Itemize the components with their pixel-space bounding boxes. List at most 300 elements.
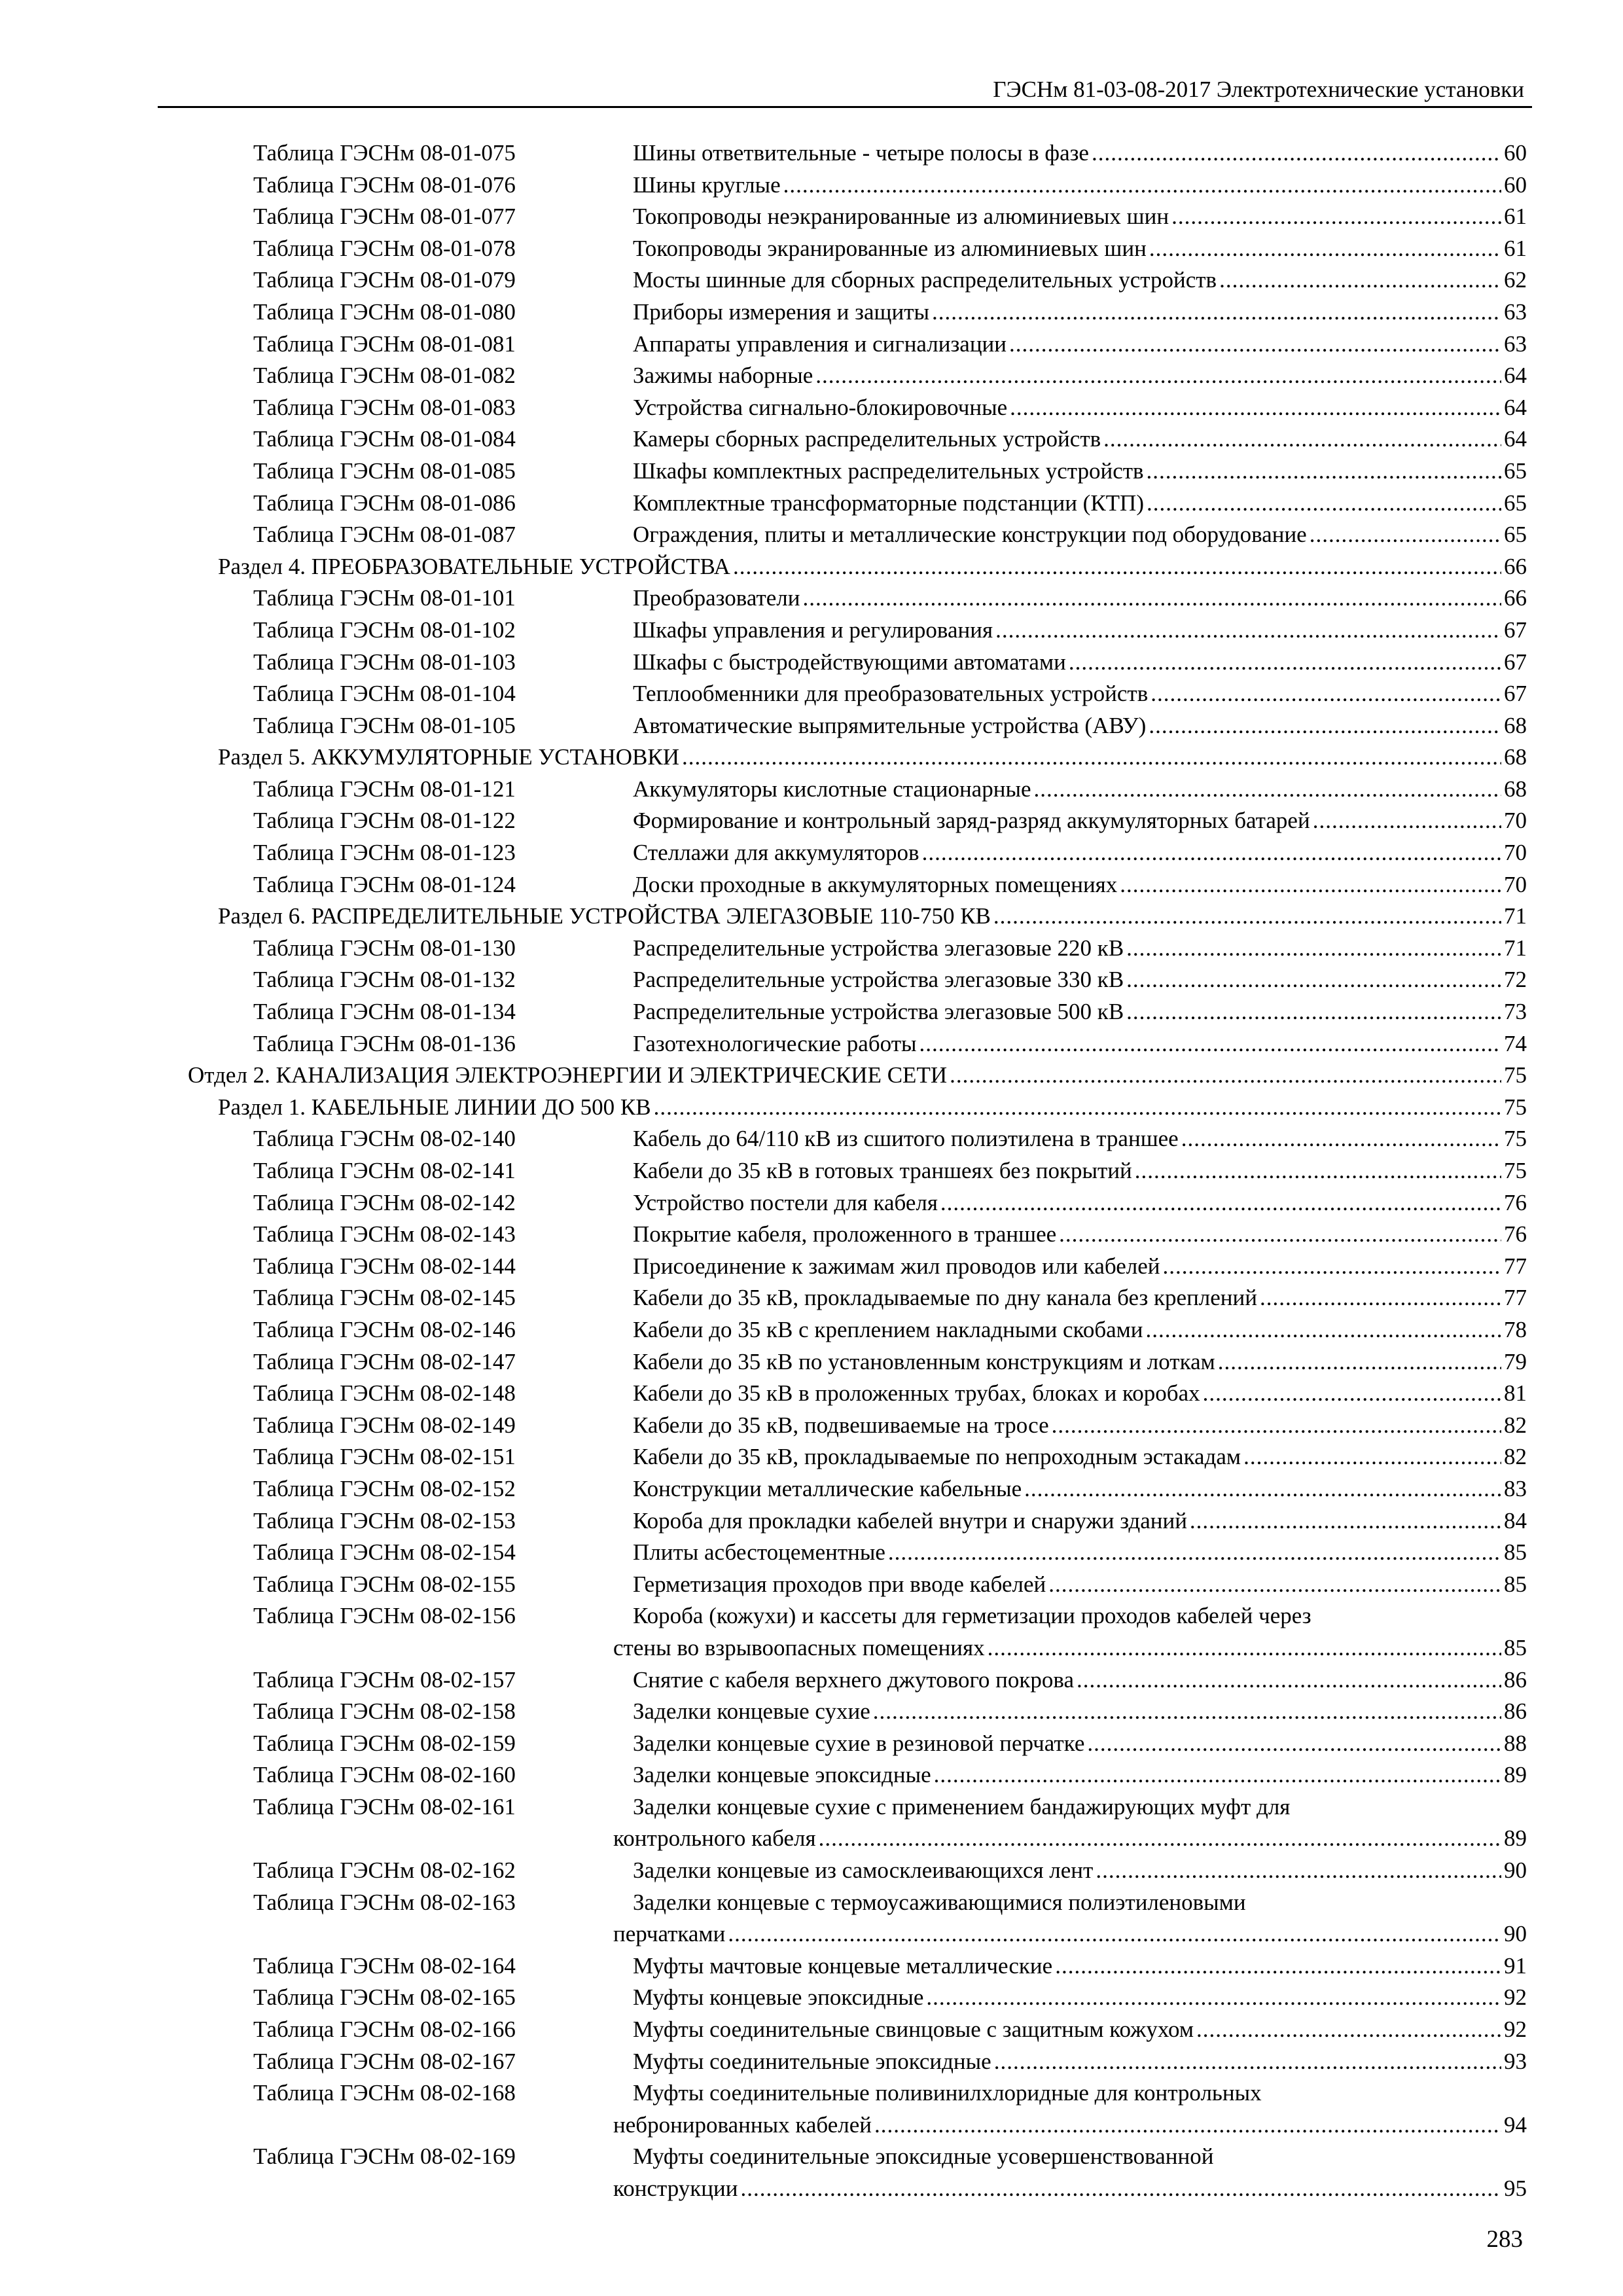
toc-entry-line bbox=[633, 678, 1527, 710]
toc-table-row bbox=[0, 678, 1623, 710]
dot-leader bbox=[1171, 201, 1501, 233]
toc-table-row bbox=[0, 2141, 1623, 2173]
dot-leader bbox=[873, 1696, 1501, 1728]
entry-title: Короба (кожухи) и кассеты для герметизации проходов кабелей через bbox=[633, 1603, 1311, 1629]
table-code: Таблица ГЭСНм 08-02-143 bbox=[253, 1221, 516, 1247]
entry-page-number: 75 bbox=[1504, 1126, 1527, 1152]
dot-leader bbox=[1120, 869, 1501, 901]
table-code: Таблица ГЭСНм 08-02-161 bbox=[253, 1793, 516, 1820]
toc-table-row bbox=[0, 488, 1623, 520]
dot-leader bbox=[1087, 1728, 1501, 1760]
table-code: Таблица ГЭСНм 08-02-146 bbox=[253, 1316, 516, 1342]
dot-leader bbox=[1024, 1473, 1501, 1505]
toc-section-row bbox=[0, 551, 1623, 583]
toc-entry-line bbox=[633, 1187, 1527, 1219]
entry-title: Автоматические выпрямительные устройства (АВУ) bbox=[633, 712, 1147, 738]
entry-page-number: 89 bbox=[1504, 1825, 1527, 1852]
toc-entry-line bbox=[613, 1918, 1527, 1950]
toc-table-row bbox=[0, 1696, 1623, 1728]
table-code: Таблица ГЭСНм 08-01-084 bbox=[253, 426, 516, 452]
toc-section-row bbox=[0, 742, 1623, 774]
entry-title: перчатками bbox=[613, 1921, 726, 1947]
toc-entry-line bbox=[633, 296, 1527, 329]
table-code: Таблица ГЭСНм 08-02-148 bbox=[253, 1380, 516, 1407]
dot-leader bbox=[1096, 1855, 1501, 1887]
entry-page-number: 73 bbox=[1504, 999, 1527, 1025]
entry-page-number: 75 bbox=[1504, 1094, 1527, 1120]
dot-leader bbox=[783, 170, 1501, 202]
toc-continuation-row bbox=[0, 2109, 1623, 2142]
dot-leader bbox=[1196, 2014, 1501, 2046]
entry-page-number: 75 bbox=[1504, 1158, 1527, 1183]
toc-entry-line bbox=[633, 264, 1527, 296]
dot-leader bbox=[1103, 423, 1501, 456]
toc-table-row bbox=[0, 1855, 1623, 1887]
toc-table-row bbox=[0, 1728, 1623, 1760]
toc-entry-line bbox=[633, 1950, 1527, 1982]
toc-entry-line bbox=[633, 996, 1527, 1028]
toc-section-row bbox=[0, 901, 1623, 933]
entry-title: Приборы измерения и защиты bbox=[633, 298, 930, 325]
dot-leader bbox=[740, 2173, 1501, 2205]
table-code: Таблица ГЭСНм 08-02-167 bbox=[253, 2048, 516, 2074]
dot-leader bbox=[1135, 1155, 1501, 1187]
table-code: Таблица ГЭСНм 08-02-156 bbox=[253, 1603, 516, 1629]
toc-entry-line bbox=[633, 869, 1527, 901]
entry-page-number: 65 bbox=[1504, 522, 1527, 548]
toc-table-row bbox=[0, 456, 1623, 488]
dot-leader bbox=[1146, 1314, 1501, 1346]
toc-table-row bbox=[0, 201, 1623, 233]
table-code: Таблица ГЭСНм 08-01-101 bbox=[253, 585, 516, 611]
entry-title: Токопроводы экранированные из алюминиевых шин bbox=[633, 235, 1147, 261]
toc-entry-line bbox=[633, 329, 1527, 361]
toc-table-row bbox=[0, 1537, 1623, 1569]
table-code: Таблица ГЭСНм 08-01-103 bbox=[253, 649, 516, 675]
running-header bbox=[158, 73, 1532, 108]
toc-table-row bbox=[0, 1282, 1623, 1314]
entry-title: небронированных кабелей bbox=[613, 2111, 872, 2138]
entry-title: Заделки концевые сухие с применением бандажирующих муфт для bbox=[633, 1793, 1291, 1820]
entry-title: Формирование и контрольный заряд-разряд аккумуляторных батарей bbox=[633, 808, 1310, 834]
toc-entry-line bbox=[633, 805, 1527, 837]
toc-entry-line bbox=[633, 1887, 1249, 1919]
entry-page-number: 61 bbox=[1504, 235, 1527, 261]
entry-page-number: 94 bbox=[1504, 2111, 1527, 2138]
entry-page-number: 91 bbox=[1504, 1952, 1527, 1979]
toc-entry-line bbox=[218, 901, 1527, 933]
entry-title: Кабели до 35 кВ с креплением накладными скобами bbox=[633, 1316, 1143, 1342]
entry-title: Распределительные устройства элегазовые 220 кВ bbox=[633, 935, 1124, 961]
entry-page-number: 88 bbox=[1504, 1730, 1527, 1756]
toc-entry-line bbox=[633, 837, 1527, 869]
entry-page-number: 86 bbox=[1504, 1666, 1527, 1693]
entry-title: Аппараты управления и сигнализации bbox=[633, 331, 1007, 357]
toc-table-row bbox=[0, 137, 1623, 170]
toc-table-row bbox=[0, 1123, 1623, 1155]
toc-entry-line bbox=[633, 1028, 1527, 1060]
dot-leader bbox=[874, 2109, 1501, 2142]
toc-entry-line bbox=[633, 201, 1527, 233]
entry-page-number: 60 bbox=[1504, 140, 1527, 166]
table-of-contents bbox=[0, 137, 1623, 2205]
entry-page-number: 67 bbox=[1504, 649, 1527, 675]
toc-entry-line bbox=[633, 456, 1527, 488]
toc-entry-line bbox=[633, 933, 1527, 965]
entry-page-number: 76 bbox=[1504, 1221, 1527, 1247]
dot-leader bbox=[1092, 137, 1501, 170]
toc-table-row bbox=[0, 1441, 1623, 1473]
dot-leader bbox=[1219, 264, 1501, 296]
entry-title: Токопроводы неэкранированные из алюминиевых шин bbox=[633, 204, 1169, 230]
entry-page-number: 95 bbox=[1504, 2176, 1527, 2201]
table-code: Таблица ГЭСНм 08-02-152 bbox=[253, 1475, 516, 1501]
toc-table-row bbox=[0, 233, 1623, 265]
entry-title: Муфты концевые эпоксидные bbox=[633, 1984, 924, 2011]
dot-leader bbox=[1052, 1410, 1501, 1442]
entry-page-number: 70 bbox=[1504, 871, 1527, 897]
dot-leader bbox=[1181, 1123, 1501, 1155]
toc-table-row bbox=[0, 583, 1623, 615]
toc-entry-line bbox=[613, 1823, 1527, 1855]
toc-entry-line bbox=[633, 392, 1527, 424]
toc-entry-line bbox=[633, 774, 1527, 806]
table-code: Таблица ГЭСНм 08-01-077 bbox=[253, 204, 516, 230]
entry-page-number: 81 bbox=[1504, 1380, 1527, 1407]
toc-table-row bbox=[0, 837, 1623, 869]
toc-entry-line bbox=[633, 2046, 1527, 2078]
table-code: Таблица ГЭСНм 08-01-121 bbox=[253, 776, 516, 802]
table-code: Таблица ГЭСНм 08-02-141 bbox=[253, 1158, 516, 1183]
table-code: Таблица ГЭСНм 08-01-087 bbox=[253, 522, 516, 548]
entry-title: Шины круглые bbox=[633, 171, 781, 198]
dot-leader bbox=[1260, 1282, 1501, 1314]
entry-title: Снятие с кабеля верхнего джутового покрова bbox=[633, 1666, 1075, 1693]
entry-title: Мосты шинные для сборных распределительных устройств bbox=[633, 267, 1217, 293]
entry-page-number: 84 bbox=[1504, 1507, 1527, 1534]
dot-leader bbox=[1162, 1251, 1501, 1283]
toc-table-row bbox=[0, 1887, 1623, 1919]
toc-table-row bbox=[0, 2046, 1623, 2078]
toc-entry-line bbox=[633, 1473, 1527, 1505]
toc-entry-line bbox=[633, 647, 1527, 679]
table-code: Таблица ГЭСНм 08-02-159 bbox=[253, 1730, 516, 1756]
dot-leader bbox=[993, 901, 1501, 933]
entry-page-number: 64 bbox=[1504, 394, 1527, 420]
toc-table-row bbox=[0, 869, 1623, 901]
entry-title: Кабель до 64/110 кВ из сшитого полиэтилена в траншее bbox=[633, 1126, 1179, 1152]
dot-leader bbox=[1243, 1441, 1501, 1473]
dot-leader bbox=[1126, 933, 1501, 965]
table-code: Таблица ГЭСНм 08-02-168 bbox=[253, 2080, 516, 2106]
toc-entry-line bbox=[633, 360, 1527, 392]
table-code: Таблица ГЭСНм 08-02-166 bbox=[253, 2017, 516, 2043]
entry-title: стены во взрывоопасных помещениях bbox=[613, 1634, 985, 1660]
table-code: Таблица ГЭСНм 08-01-134 bbox=[253, 999, 516, 1025]
toc-entry-line bbox=[218, 1092, 1527, 1124]
toc-table-row bbox=[0, 1950, 1623, 1982]
entry-title: Доски проходные в аккумуляторных помещениях bbox=[633, 871, 1118, 897]
toc-entry-line bbox=[633, 1791, 1293, 1823]
entry-page-number: 79 bbox=[1504, 1348, 1527, 1374]
toc-entry-line bbox=[218, 742, 1527, 774]
toc-table-row bbox=[0, 933, 1623, 965]
toc-table-row bbox=[0, 1982, 1623, 2014]
dot-leader bbox=[1218, 1346, 1501, 1378]
table-code: Таблица ГЭСНм 08-01-104 bbox=[253, 681, 516, 707]
toc-table-row bbox=[0, 519, 1623, 551]
entry-page-number: 65 bbox=[1504, 457, 1527, 484]
entry-title: Преобразователи bbox=[633, 585, 800, 611]
dot-leader bbox=[1010, 392, 1501, 424]
entry-page-number: 62 bbox=[1504, 267, 1527, 293]
entry-title: Распределительные устройства элегазовые 330 кВ bbox=[633, 967, 1124, 993]
entry-page-number: 67 bbox=[1504, 617, 1527, 643]
entry-title: Кабели до 35 кВ в проложенных трубах, блоках и коробах bbox=[633, 1380, 1200, 1407]
entry-page-number: 71 bbox=[1504, 935, 1527, 961]
dot-leader bbox=[1149, 233, 1501, 265]
toc-table-row bbox=[0, 1759, 1623, 1791]
entry-title: Шкафы управления и регулирования bbox=[633, 617, 993, 643]
toc-entry-line bbox=[633, 1537, 1527, 1569]
entry-title: Распределительные устройства элегазовые 500 кВ bbox=[633, 999, 1124, 1025]
dot-leader bbox=[728, 1918, 1501, 1950]
entry-title: Отдел 2. КАНАЛИЗАЦИЯ ЭЛЕКТРОЭНЕРГИИ И ЭЛЕКТРИЧЕСКИЕ СЕТИ bbox=[188, 1062, 948, 1088]
entry-page-number: 86 bbox=[1504, 1698, 1527, 1725]
dot-leader bbox=[888, 1537, 1501, 1569]
table-code: Таблица ГЭСНм 08-02-157 bbox=[253, 1666, 516, 1693]
entry-title: Шины ответвительные - четыре полосы в фазе bbox=[633, 140, 1089, 166]
entry-title: Герметизация проходов при вводе кабелей bbox=[633, 1571, 1046, 1597]
entry-title: Шкафы комплектных распределительных устройств bbox=[633, 457, 1144, 484]
entry-title: Комплектные трансформаторные подстанции (КТП) bbox=[633, 490, 1144, 516]
toc-table-row bbox=[0, 2014, 1623, 2046]
toc-table-row bbox=[0, 1346, 1623, 1378]
toc-entry-line bbox=[613, 2109, 1527, 2142]
dot-leader bbox=[926, 1982, 1501, 2014]
toc-table-row bbox=[0, 1791, 1623, 1823]
dot-leader bbox=[1150, 678, 1501, 710]
dot-leader bbox=[654, 1092, 1501, 1124]
table-code: Таблица ГЭСНм 08-01-122 bbox=[253, 808, 516, 834]
toc-entry-line bbox=[633, 2014, 1527, 2046]
entry-title: Заделки концевые сухие bbox=[633, 1698, 870, 1725]
toc-table-row bbox=[0, 1505, 1623, 1537]
toc-table-row bbox=[0, 1155, 1623, 1187]
entry-page-number: 83 bbox=[1504, 1475, 1527, 1501]
toc-entry-line bbox=[633, 615, 1527, 647]
entry-page-number: 92 bbox=[1504, 1984, 1527, 2011]
dot-leader bbox=[1147, 456, 1501, 488]
entry-page-number: 66 bbox=[1504, 553, 1527, 579]
toc-entry-line bbox=[633, 1219, 1527, 1251]
entry-page-number: 85 bbox=[1504, 1634, 1527, 1660]
toc-entry-line bbox=[633, 1505, 1527, 1537]
toc-entry-line bbox=[633, 1155, 1527, 1187]
toc-continuation-row bbox=[0, 1918, 1623, 1950]
entry-page-number: 68 bbox=[1504, 776, 1527, 802]
table-code: Таблица ГЭСНм 08-02-162 bbox=[253, 1857, 516, 1884]
entry-title: Кабели до 35 кВ в готовых траншеях без покрытий bbox=[633, 1158, 1132, 1183]
toc-entry-line bbox=[633, 1282, 1527, 1314]
table-code: Таблица ГЭСНм 08-01-080 bbox=[253, 298, 516, 325]
entry-page-number: 82 bbox=[1504, 1444, 1527, 1470]
entry-page-number: 70 bbox=[1504, 808, 1527, 834]
dot-leader bbox=[1190, 1505, 1501, 1537]
toc-table-row bbox=[0, 1664, 1623, 1696]
entry-title: Раздел 5. АККУМУЛЯТОРНЫЕ УСТАНОВКИ bbox=[218, 744, 679, 770]
toc-entry-line bbox=[633, 1855, 1527, 1887]
header-title: ГЭСНм 81-03-08-2017 Электротехнические установки bbox=[993, 77, 1524, 102]
toc-entry-line bbox=[633, 964, 1527, 996]
toc-table-row bbox=[0, 647, 1623, 679]
toc-entry-line bbox=[188, 1060, 1527, 1092]
dot-leader bbox=[1077, 1664, 1501, 1696]
toc-entry-line bbox=[218, 551, 1527, 583]
entry-title: Зажимы наборные bbox=[633, 363, 813, 389]
entry-page-number: 68 bbox=[1504, 744, 1527, 770]
toc-entry-line bbox=[633, 137, 1527, 170]
toc-entry-line bbox=[633, 1759, 1527, 1791]
toc-section-row bbox=[0, 1092, 1623, 1124]
entry-page-number: 78 bbox=[1504, 1316, 1527, 1342]
entry-page-number: 85 bbox=[1504, 1539, 1527, 1566]
toc-table-row bbox=[0, 296, 1623, 329]
entry-title: Покрытие кабеля, проложенного в траншее bbox=[633, 1221, 1057, 1247]
entry-title: контрольного кабеля bbox=[613, 1825, 816, 1852]
table-code: Таблица ГЭСНм 08-02-154 bbox=[253, 1539, 516, 1566]
toc-table-row bbox=[0, 264, 1623, 296]
toc-table-row bbox=[0, 329, 1623, 361]
toc-table-row bbox=[0, 1187, 1623, 1219]
toc-entry-line bbox=[613, 2173, 1527, 2205]
toc-entry-line bbox=[633, 1410, 1527, 1442]
dot-leader bbox=[1059, 1219, 1501, 1251]
entry-page-number: 71 bbox=[1504, 903, 1527, 929]
dot-leader bbox=[922, 837, 1501, 869]
toc-table-row bbox=[0, 1473, 1623, 1505]
dot-leader bbox=[1310, 519, 1501, 551]
table-code: Таблица ГЭСНм 08-01-132 bbox=[253, 967, 516, 993]
entry-page-number: 70 bbox=[1504, 840, 1527, 866]
table-code: Таблица ГЭСНм 08-02-155 bbox=[253, 1571, 516, 1597]
dot-leader bbox=[950, 1060, 1501, 1092]
table-code: Таблица ГЭСНм 08-02-160 bbox=[253, 1762, 516, 1788]
entry-title: Теплообменники для преобразовательных устройств bbox=[633, 681, 1149, 707]
table-code: Таблица ГЭСНм 08-01-105 bbox=[253, 712, 516, 738]
toc-entry-line bbox=[633, 1696, 1527, 1728]
entry-title: Муфты соединительные поливинилхлоридные для контрольных bbox=[633, 2080, 1262, 2106]
entry-page-number: 92 bbox=[1504, 2017, 1527, 2043]
entry-page-number: 66 bbox=[1504, 585, 1527, 611]
table-code: Таблица ГЭСНм 08-02-142 bbox=[253, 1189, 516, 1215]
entry-page-number: 82 bbox=[1504, 1412, 1527, 1438]
entry-title: Ограждения, плиты и металлические конструкции под оборудование bbox=[633, 522, 1307, 548]
entry-title: Муфты соединительные эпоксидные усовершенствованной bbox=[633, 2144, 1214, 2170]
page-number: 283 bbox=[1486, 2226, 1523, 2253]
table-code: Таблица ГЭСНм 08-02-145 bbox=[253, 1285, 516, 1311]
toc-table-row bbox=[0, 805, 1623, 837]
dot-leader bbox=[1126, 964, 1501, 996]
dot-leader bbox=[919, 1028, 1501, 1060]
toc-entry-line bbox=[633, 170, 1527, 202]
dot-leader bbox=[682, 742, 1501, 774]
toc-entry-line bbox=[633, 1441, 1527, 1473]
table-code: Таблица ГЭСНм 08-02-153 bbox=[253, 1507, 516, 1534]
entry-title: Заделки концевые из самосклеивающихся лент bbox=[633, 1857, 1094, 1884]
entry-page-number: 75 bbox=[1504, 1062, 1527, 1088]
entry-page-number: 76 bbox=[1504, 1189, 1527, 1215]
entry-title: Муфты мачтовые концевые металлические bbox=[633, 1952, 1053, 1979]
toc-entry-line bbox=[633, 1346, 1527, 1378]
table-code: Таблица ГЭСНм 08-02-163 bbox=[253, 1889, 516, 1915]
dot-leader bbox=[995, 615, 1501, 647]
entry-page-number: 72 bbox=[1504, 967, 1527, 993]
table-code: Таблица ГЭСНм 08-01-085 bbox=[253, 457, 516, 484]
entry-title: Кабели до 35 кВ, прокладываемые по непроходным эстакадам bbox=[633, 1444, 1241, 1470]
entry-page-number: 64 bbox=[1504, 363, 1527, 389]
toc-entry-line bbox=[633, 583, 1527, 615]
dot-leader bbox=[1203, 1378, 1501, 1410]
toc-table-row bbox=[0, 1219, 1623, 1251]
toc-table-row bbox=[0, 1569, 1623, 1601]
toc-entry-line bbox=[633, 2077, 1264, 2109]
table-code: Таблица ГЭСНм 08-02-140 bbox=[253, 1126, 516, 1152]
entry-title: Раздел 4. ПРЕОБРАЗОВАТЕЛЬНЫЕ УСТРОЙСТВА bbox=[218, 553, 730, 579]
entry-title: Кабели до 35 кВ по установленным конструкциям и лоткам bbox=[633, 1348, 1215, 1374]
toc-table-row bbox=[0, 774, 1623, 806]
table-code: Таблица ГЭСНм 08-01-130 bbox=[253, 935, 516, 961]
table-code: Таблица ГЭСНм 08-01-076 bbox=[253, 171, 516, 198]
entry-page-number: 74 bbox=[1504, 1030, 1527, 1056]
entry-page-number: 60 bbox=[1504, 171, 1527, 198]
table-code: Таблица ГЭСНм 08-02-158 bbox=[253, 1698, 516, 1725]
table-code: Таблица ГЭСНм 08-01-079 bbox=[253, 267, 516, 293]
toc-table-row bbox=[0, 392, 1623, 424]
entry-page-number: 61 bbox=[1504, 204, 1527, 230]
dot-leader bbox=[994, 2046, 1501, 2078]
toc-entry-line bbox=[633, 233, 1527, 265]
dot-leader bbox=[803, 583, 1502, 615]
toc-continuation-row bbox=[0, 1632, 1623, 1664]
dot-leader bbox=[1009, 329, 1501, 361]
dot-leader bbox=[819, 1823, 1501, 1855]
table-code: Таблица ГЭСНм 08-01-086 bbox=[253, 490, 516, 516]
table-code: Таблица ГЭСНм 08-02-164 bbox=[253, 1952, 516, 1979]
entry-title: Заделки концевые эпоксидные bbox=[633, 1762, 931, 1788]
entry-title: Аккумуляторы кислотные стационарные bbox=[633, 776, 1031, 802]
toc-table-row bbox=[0, 1028, 1623, 1060]
table-code: Таблица ГЭСНм 08-01-083 bbox=[253, 394, 516, 420]
toc-entry-line bbox=[633, 1982, 1527, 2014]
entry-title: Устройства сигнально-блокировочные bbox=[633, 394, 1008, 420]
entry-page-number: 68 bbox=[1504, 712, 1527, 738]
toc-table-row bbox=[0, 1600, 1623, 1632]
entry-title: Шкафы с быстродействующими автоматами bbox=[633, 649, 1066, 675]
table-code: Таблица ГЭСНм 08-01-124 bbox=[253, 871, 516, 897]
entry-title: Стеллажи для аккумуляторов bbox=[633, 840, 919, 866]
toc-entry-line bbox=[633, 1378, 1527, 1410]
toc-table-row bbox=[0, 360, 1623, 392]
toc-continuation-row bbox=[0, 2173, 1623, 2205]
toc-table-row bbox=[0, 2077, 1623, 2109]
dot-leader bbox=[1034, 774, 1501, 806]
entry-page-number: 63 bbox=[1504, 331, 1527, 357]
table-code: Таблица ГЭСНм 08-02-169 bbox=[253, 2144, 516, 2170]
dot-leader bbox=[815, 360, 1501, 392]
entry-page-number: 67 bbox=[1504, 681, 1527, 707]
entry-title: Раздел 6. РАСПРЕДЕЛИТЕЛЬНЫЕ УСТРОЙСТВА ЭЛЕГАЗОВЫЕ 110-750 КВ bbox=[218, 903, 991, 929]
